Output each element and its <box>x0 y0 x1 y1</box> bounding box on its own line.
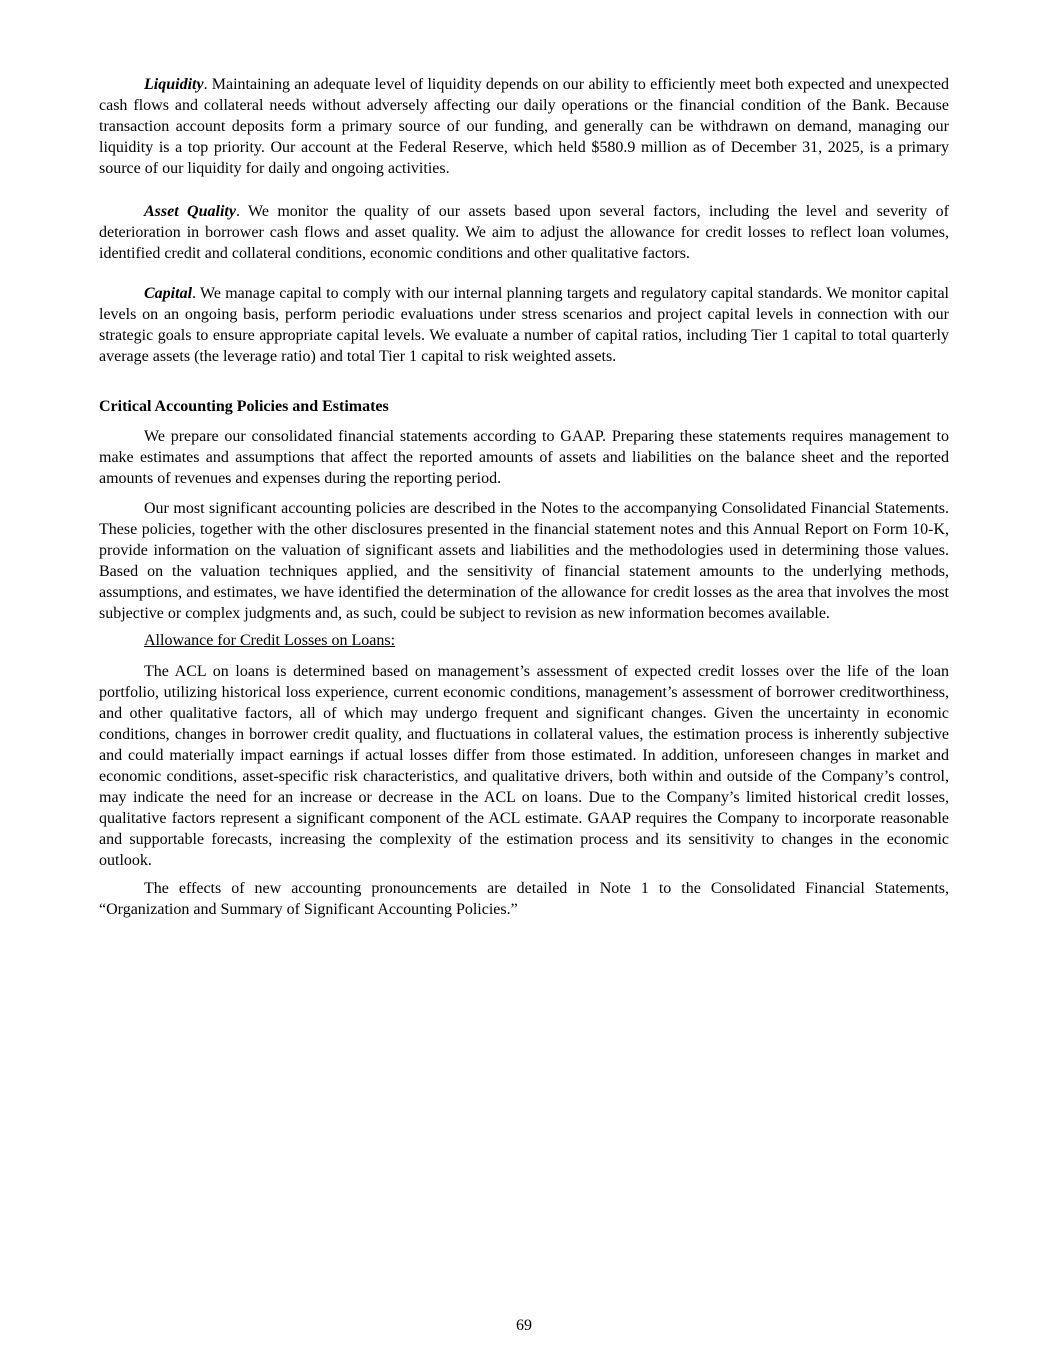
paragraph-new-pronouncements: The effects of new accounting pronouncements are detailed in Note 1 to the Consolidated Financial Statements, “Organization and Summary of Significant Accounting Policies.” <box>99 880 949 918</box>
paragraph-liquidity <box>99 74 949 179</box>
asset-quality-body-text: . We monitor the quality of our assets based upon several factors, including the level and severity of deterioration in borrower cash flows and asset quality. We aim to adjust the allowance for credit losses to reflect loan volumes, identified credit and collateral conditions, economic conditions and other qualitative factors. <box>99 203 949 262</box>
subheading-allowance-credit-losses <box>99 630 949 651</box>
page-footer <box>0 1315 1048 1336</box>
capital-lead-text: Capital <box>144 285 193 302</box>
capital-body-text: . We manage capital to comply with our internal planning targets and regulatory capital standards. We monitor capital levels on an ongoing basis, perform periodic evaluations under stress scenarios and project capital levels in connection with our strategic goals to ensure appropriate capital levels. We evaluate a number of capital ratios, including Tier 1 capital to total quarterly average assets (the leverage ratio) and total Tier 1 capital to risk weighted assets. <box>99 285 949 365</box>
liquidity-body-text: . Maintaining an adequate level of liquidity depends on our ability to efficiently meet both expected and unexpected cash flows and collateral needs without adversely affecting our daily operations or the financial condition of the Bank. Because transaction account deposits form a primary source of our funding, and generally can be withdrawn on demand, managing our liquidity is a top priority. Our account at the Federal Reserve, which held $580.9 million as of December 31, 2025, is a primary source of our liquidity for daily and ongoing activities. <box>99 76 949 177</box>
paragraph-most-significant: Our most significant accounting policies are described in the Notes to the accompanying Consolidated Financial Statements. These policies, together with the other disclosures presented in the financial statement notes and this Annual Report on Form 10-K, provide information on the valuation of significant assets and liabilities and the methodologies used in determining those values. Based on the valuation techniques applied, and the sensitivity of financial statement amounts to the underlying methods, assumptions, and estimates, we have identified the determination of the allowance for credit losses as the area that involves the most subjective or complex judgments and, as such, could be subject to revision as new information becomes available. <box>99 500 949 622</box>
section-heading-critical-accounting: Critical Accounting Policies and Estimates <box>99 398 389 415</box>
liquidity-lead-text: Liquidity <box>144 76 204 93</box>
asset-quality-lead-text: Asset Quality <box>144 203 236 220</box>
subheading-allowance-text: Allowance for Credit Losses on Loans: <box>144 632 396 649</box>
paragraph-asset-quality <box>99 201 949 264</box>
page-number: 69 <box>516 1317 532 1334</box>
paragraph-acl-loans: The ACL on loans is determined based on management’s assessment of expected credit losses over the life of the loan portfolio, utilizing historical loss experience, current economic conditions, management’s assessment of borrower creditworthiness, and other qualitative factors, all of which may undergo frequent and significant changes. Given the uncertainty in economic conditions, changes in borrower credit quality, and fluctuations in collateral values, the estimation process is inherently subjective and could materially impact earnings if actual losses differ from those estimated. In addition, unforeseen changes in market and economic conditions, asset-specific risk characteristics, and qualitative drivers, both within and outside of the Company’s control, may indicate the need for an increase or decrease in the ACL on loans. Due to the Company’s limited historical credit losses, qualitative factors represent a significant component of the ACL estimate. GAAP requires the Company to incorporate reasonable and supportable forecasts, increasing the complexity of the estimation process and its sensitivity to changes in the economic outlook. <box>99 663 949 869</box>
paragraph-capital <box>99 283 949 367</box>
paragraph-we-prepare: We prepare our consolidated financial statements according to GAAP. Preparing these statements requires management to make estimates and assumptions that affect the reported amounts of assets and liabilities on the balance sheet and the reported amounts of revenues and expenses during the reporting period. <box>99 428 949 487</box>
